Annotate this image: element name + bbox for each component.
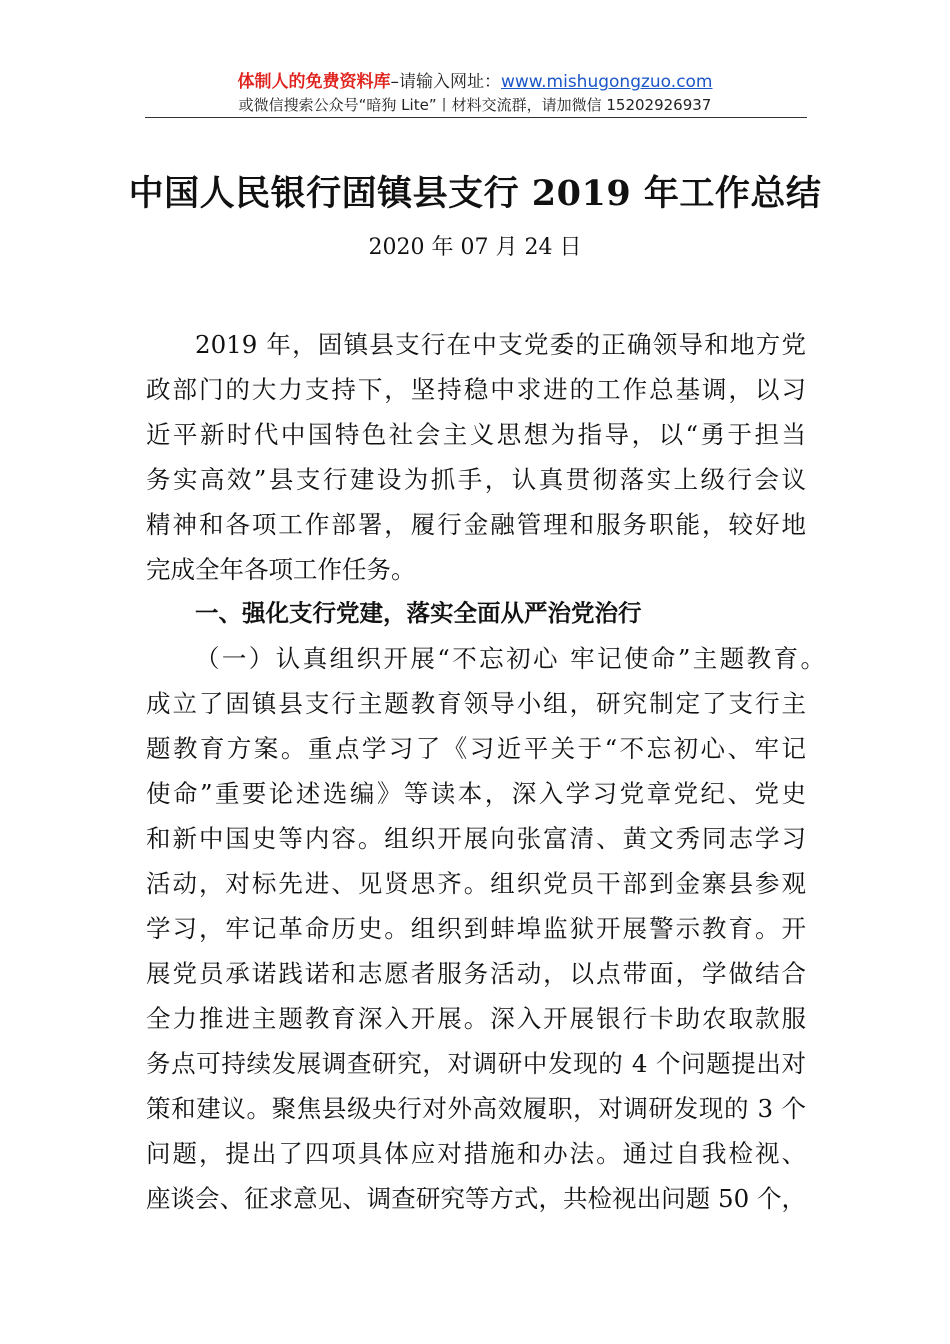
site-banner bbox=[0, 70, 950, 115]
paragraph-line: 精神和各项工作部署，履行金融管理和服务职能，较好地 bbox=[146, 510, 806, 539]
header-divider bbox=[145, 117, 807, 118]
paragraph-line: 政部门的大力支持下，坚持稳中求进的工作总基调，以习 bbox=[146, 375, 806, 404]
document-title: 中国人民银行固镇县支行 2019 年工作总结 bbox=[128, 173, 822, 214]
paragraph-line: 活动，对标先进、见贤思齐。组织党员干部到金寨县参观 bbox=[146, 869, 806, 898]
banner-line-2: 或微信搜索公众号“暗狗 Lite”丨材料交流群，请加微信 15202926937 bbox=[238, 96, 712, 114]
paragraph-line: 务点可持续发展调查研究，对调研中发现的 4 个问题提出对 bbox=[146, 1049, 806, 1078]
paragraph-line: 座谈会、征求意见、调查研究等方式，共检视出问题 50 个， bbox=[146, 1184, 806, 1213]
banner-url-link[interactable]: www.mishugongzuo.com bbox=[500, 72, 713, 92]
paragraph-line: 务实高效”县支行建设为抓手，认真贯彻落实上级行会议 bbox=[146, 465, 806, 494]
banner-site-name: 体制人的免费资料库 bbox=[237, 72, 391, 92]
banner-line-1 bbox=[0, 70, 950, 94]
paragraph-line: 和新中国史等内容。组织开展向张富清、黄文秀同志学习 bbox=[146, 824, 806, 853]
paragraph-line: 使命”重要论述选编》等读本，深入学习党章党纪、党史 bbox=[146, 779, 806, 808]
document-date: 2020 年 07 月 24 日 bbox=[368, 235, 582, 260]
section-heading: 一、强化支行党建，落实全面从严治党治行 bbox=[195, 599, 642, 627]
paragraph-line: 完成全年各项工作任务。 bbox=[146, 555, 416, 584]
paragraph-line: 全力推进主题教育深入开展。深入开展银行卡助农取款服 bbox=[146, 1004, 806, 1033]
subsection-heading: （一）认真组织开展“不忘初心 牢记使命”主题教育。 bbox=[195, 644, 825, 673]
paragraph-line: 展党员承诺践诺和志愿者服务活动，以点带面，学做结合 bbox=[146, 959, 806, 988]
banner-prompt: –请输入网址： bbox=[390, 72, 501, 92]
paragraph-line: 问题，提出了四项具体应对措施和办法。通过自我检视、 bbox=[146, 1139, 806, 1168]
paragraph-line: 策和建议。聚焦县级央行对外高效履职，对调研发现的 3 个 bbox=[146, 1094, 806, 1123]
paragraph-line: 学习，牢记革命历史。组织到蚌埠监狱开展警示教育。开 bbox=[146, 914, 806, 943]
paragraph-line: 题教育方案。重点学习了《习近平关于“不忘初心、牢记 bbox=[146, 734, 806, 763]
paragraph-line: 成立了固镇县支行主题教育领导小组，研究制定了支行主 bbox=[146, 689, 806, 718]
paragraph-line: 2019 年，固镇县支行在中支党委的正确领导和地方党 bbox=[195, 330, 806, 359]
paragraph-line: 近平新时代中国特色社会主义思想为指导，以“勇于担当 bbox=[146, 420, 806, 449]
